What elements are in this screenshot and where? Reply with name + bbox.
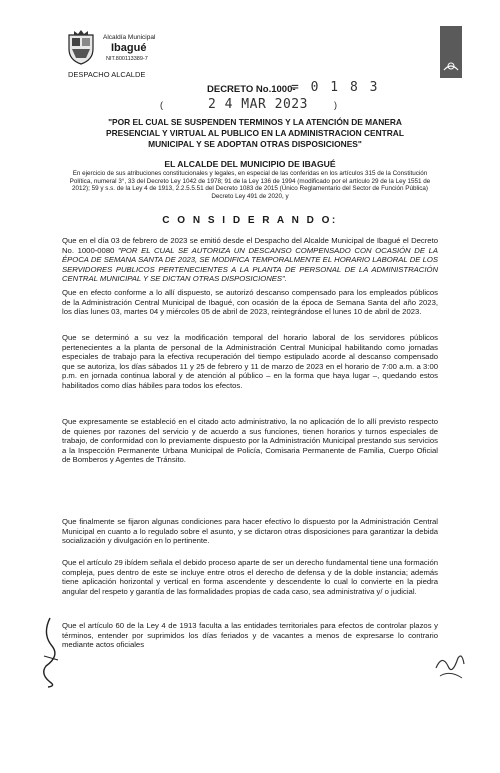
date-paren-close: ): [334, 100, 337, 110]
date-paren-open: (: [160, 100, 163, 110]
office-name: DESPACHO ALCALDE: [68, 70, 146, 79]
decree-number-stamp: = 0 1 8 3: [291, 80, 380, 95]
coat-of-arms-logo: [66, 29, 96, 65]
decree-date-stamp: 2 4 MAR 2023: [208, 97, 308, 112]
paragraph-2: Que en efecto conforme a lo allí dispuesto, se autorizó descanso compensado para los empleados públicos de la Administración Central Municipal de Ibagué, con ocasión de la época de Semana Santa del año 2023, los días lunes 03, martes 04 y miércoles 05 de abril de 2023, reintegrándose el lunes 10 de abril de 2023.: [62, 288, 438, 317]
capital-musical-logo: [440, 26, 462, 78]
legal-preamble: En ejercicio de sus atribuciones constitucionales y legales, en especial de las conferidas en los artículos 315 de la Constitución Política, numeral 3°, 33 del Decreto Ley 1042 de 1978; 91 de la Ley 136 de 1994 (modificado por el artículo 29 de la Ley 1551 de 2012); 59 y s.s. de la Ley 4 de 1913, 2.2.5.5.51 del Decreto 1083 de 2015 (Único Reglamentario del Sector de Función Pública) Decreto Ley 491 de 2020, y: [69, 170, 431, 200]
considerando-heading: C O N S I D E R A N D O:: [162, 215, 338, 226]
paragraph-1-intro: Que en el día 03 de febrero de 2023 se emitió desde el Despacho del Alcalde Municipal de Ibagué el Decreto No. 1000-0080: [62, 236, 438, 255]
paragraph-7: Que el artículo 60 de la Ley 4 de 1913 faculta a las entidades territoriales para efectos de controlar plazos y términos, entender por suprimidos los días feriados y de vacantes a menos de expresarse lo contrario mediante actos oficiales: [62, 621, 438, 650]
nit-number: NIT.800113389-7: [106, 56, 148, 62]
org-name: Ibagué: [111, 42, 147, 54]
paragraph-5: Que finalmente se fijaron algunas condiciones para hacer efectivo lo dispuesto por la Administración Central Municipal en cuanto a lo regulado sobre el asunto, y se dictaron otras disposiciones para garantizar la debida socialización y divulgación en lo pertinente.: [62, 517, 438, 546]
org-line: Alcaldía Municipal: [103, 34, 156, 41]
paragraph-6: Que el artículo 29 ibídem señala el debido proceso aparte de ser un derecho fundamental tiene una formación compleja, pues dentro de este se incluye entre otros el derecho de defensa y de la doble instancia; además tiene aplicación horizontal y vertical en forma ascendente y descendente lo cual lo convierte en la piedra angular del respeto y garantía de las formalidades propias de cada caso, sea administrativa y/ o judicial.: [62, 558, 438, 596]
paragraph-1: [62, 236, 438, 284]
paragraph-3: Que se determinó a su vez la modificación temporal del horario laboral de los servidores públicos pertenecientes a la planta de personal de la Administración Central Municipal habilitando como jornadas especiales de trabajo para la efectiva recuperación del tiempo estipulado acorde al descanso compensado que se autoriza, los días sábados 11 y 25 de febrero y 11 de marzo de 2023 en el horario de 7:00 a.m. a 3:00 p.m. en jornada continua laboral y de atención al público – en la forma que haya lugar –, quedando estos habilitados como días hábiles para todos los efectos.: [62, 333, 438, 390]
decree-label: DECRETO No.1000-: [207, 84, 296, 95]
issuing-authority: EL ALCALDE DEL MUNICIPIO DE IBAGUÉ: [164, 159, 336, 169]
handwritten-initials-mark: [432, 648, 468, 682]
paragraph-1-quote: "POR EL CUAL SE AUTORIZA UN DESCANSO COMPENSADO CON OCASIÓN DE LA ÉPOCA DE SEMANA SANTA DE 2023, SE MODIFICA TEMPORALMENTE EL HORARIO LABORAL DE LOS SERVIDORES PUBLICOS PERTENECIENTES A LA PLANTA DE PERSONAL DE LA ADMINISTRACIÓN CENTRAL MUNICIPAL Y SE DICTAN OTRAS DISPOSICIONES".: [62, 245, 438, 284]
decree-title: "POR EL CUAL SE SUSPENDEN TERMINOS Y LA ATENCIÓN DE MANERA PRESENCIAL Y VIRTUAL AL PUBLICO EN LA ADMINISTRACION CENTRAL MUNICIPAL Y SE ADOPTAN OTRAS DISPOSICIONES": [106, 117, 404, 149]
paragraph-4: Que expresamente se estableció en el citado acto administrativo, la no aplicación de lo allí previsto respecto de quienes por razones del servicio y de acuerdo a sus funciones, tienen horarios y turnos especiales de trabajo, de conformidad con lo previamente dispuesto por la Administración Municipal prestando sus servicios a la Inspección Permanente Urbana Municipal de Policía, Comisaria Permanente de Familia, Cuerpo Oficial de Bomberos y Agentes de Tránsito.: [62, 417, 438, 465]
handwritten-signature-mark: [36, 616, 64, 688]
